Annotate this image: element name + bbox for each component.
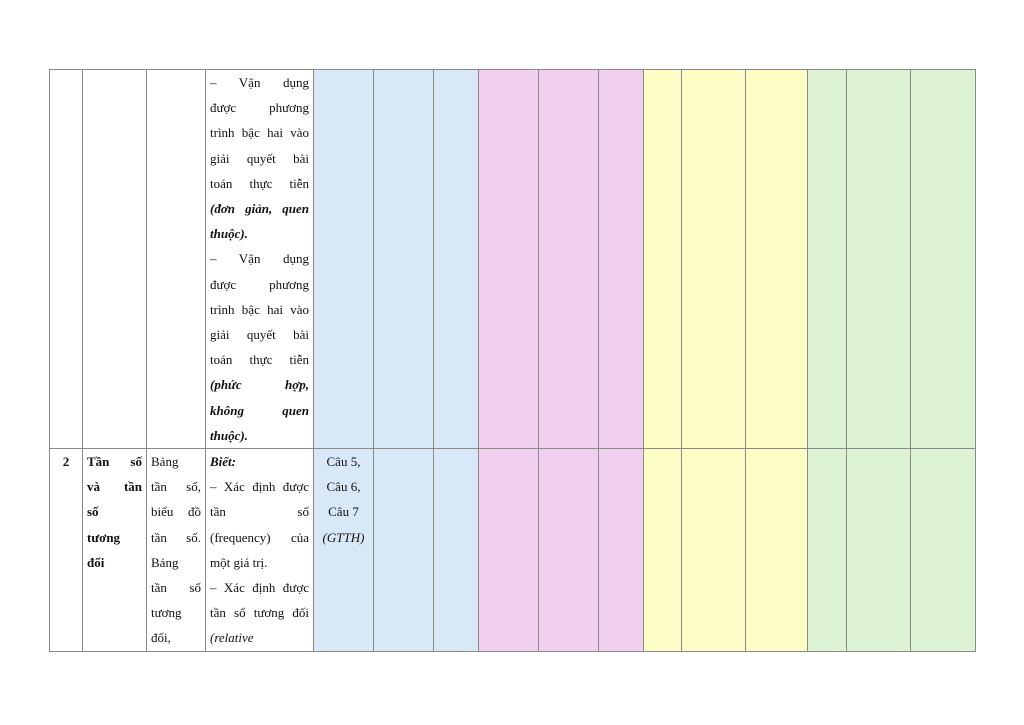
table-row-2: [50, 449, 976, 652]
objective-line: – Xác định được: [210, 479, 309, 495]
cell-number: [50, 449, 83, 652]
cell-green: [808, 70, 847, 449]
content-line: tương: [151, 605, 182, 621]
objective-line: toán thực tiễn: [210, 352, 309, 368]
cell-topic: [83, 70, 147, 449]
cell-yellow: [746, 449, 808, 652]
objective-line: được phương: [210, 100, 309, 116]
cell-yellow: [644, 70, 682, 449]
cell-content: [147, 449, 206, 652]
topic-line: số: [87, 504, 99, 520]
objective-line: tần số: [210, 504, 309, 520]
cell-green: [911, 70, 976, 449]
cell-questions: [314, 449, 374, 652]
cell-number: [50, 70, 83, 449]
cell-pink: [479, 70, 539, 449]
question-line: Câu 6,: [326, 479, 361, 495]
cell-blue: [434, 70, 479, 449]
objective-line: (relative: [210, 630, 254, 646]
objective-line: (frequency) của: [210, 529, 309, 545]
cell-pink: [599, 70, 644, 449]
cell-green: [847, 449, 911, 652]
cell-green: [847, 70, 911, 449]
cell-pink: [479, 449, 539, 652]
objective-line: giải quyết bài: [210, 150, 309, 166]
cell-blue: [374, 449, 434, 652]
cell-pink: [539, 70, 599, 449]
cell-green: [808, 449, 847, 652]
objective-line: (phức hợp,: [210, 377, 309, 393]
objective-line: thuộc).: [210, 427, 248, 443]
objective-line: – Vận dụng: [210, 251, 309, 267]
cell-topic: [83, 449, 147, 652]
objective-line: trình bậc hai vào: [210, 125, 309, 141]
table-row-continued: [50, 70, 976, 449]
content-line: đối,: [151, 630, 171, 646]
objective-line: (đơn giản, quen: [210, 201, 309, 217]
content-line: Bảng: [151, 554, 179, 570]
cell-yellow: [682, 449, 746, 652]
cell-yellow: [682, 70, 746, 449]
objective-line: toán thực tiễn: [210, 175, 309, 191]
topic-line: và tần: [87, 479, 142, 495]
content-line: tần số,: [151, 479, 201, 495]
objective-line: tần số tương đối: [210, 605, 309, 621]
content-line: tần số: [151, 580, 201, 596]
topic-line: Tần số: [87, 454, 142, 470]
cell-blue: [374, 70, 434, 449]
question-line: (GTTH): [322, 529, 365, 545]
objective-line: không quen: [210, 402, 309, 418]
level-label: Biết:: [210, 454, 236, 470]
cell-objectives: [206, 70, 314, 449]
question-line: Câu 5,: [326, 454, 361, 470]
cell-pink: [539, 449, 599, 652]
cell-blue: [434, 449, 479, 652]
specification-table: [49, 69, 976, 652]
cell-pink: [599, 449, 644, 652]
objective-line: một giá trị.: [210, 554, 268, 570]
objective-line: thuộc).: [210, 226, 248, 242]
cell-green: [911, 449, 976, 652]
cell-content: [147, 70, 206, 449]
cell-objectives: [206, 449, 314, 652]
row-number: 2: [62, 454, 70, 470]
objective-line: giải quyết bài: [210, 327, 309, 343]
question-line: Câu 7: [328, 504, 359, 520]
cell-yellow: [644, 449, 682, 652]
content-line: tần số.: [151, 529, 201, 545]
objective-line: trình bậc hai vào: [210, 301, 309, 317]
objective-line: – Vận dụng: [210, 75, 309, 90]
objective-line: được phương: [210, 276, 309, 292]
objective-line: – Xác định được: [210, 580, 309, 596]
cell-blue: [314, 70, 374, 449]
topic-line: đối: [87, 554, 105, 570]
content-line: biểu đồ: [151, 504, 201, 520]
cell-yellow: [746, 70, 808, 449]
content-line: Bảng: [151, 454, 179, 470]
topic-line: tương: [87, 529, 121, 545]
